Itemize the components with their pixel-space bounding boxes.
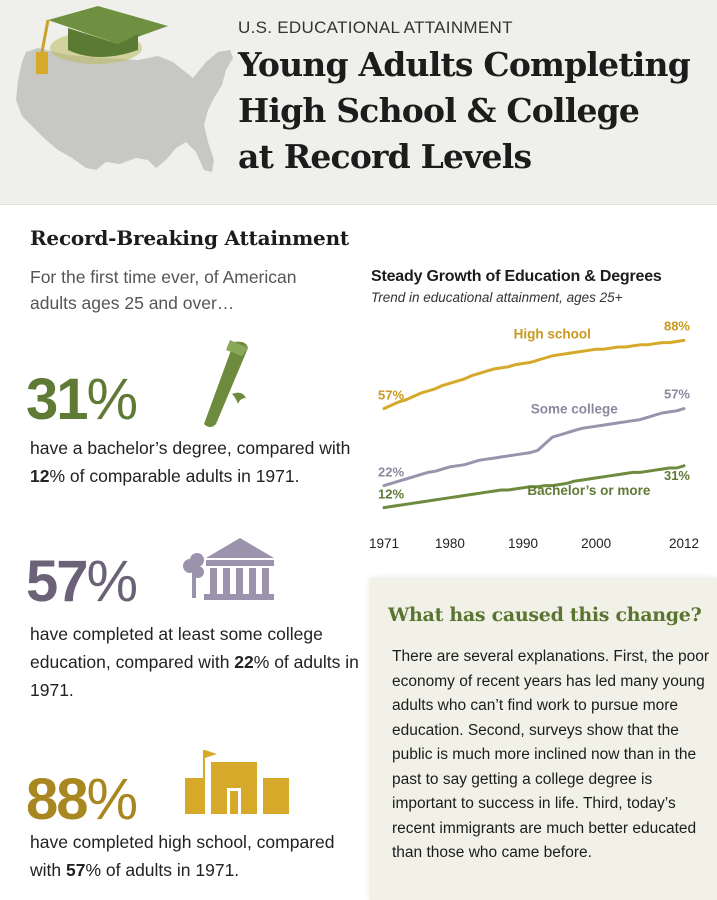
end-value-label: 57% xyxy=(663,386,690,402)
some-college-stat-description: have completed at least some college education, compared with 22% of adults in 1971. xyxy=(30,624,359,700)
start-value-label: 57% xyxy=(378,387,405,403)
chart-title: Steady Growth of Education & Degrees xyxy=(371,268,662,285)
header-banner xyxy=(0,0,717,205)
series-name-label: High school xyxy=(513,326,591,342)
callout-title: What has caused this change? xyxy=(388,604,702,626)
high-school-stat-description: have completed high school, compared with 57% of adults in 1971. xyxy=(30,832,335,880)
section-title: Record-Breaking Attainment xyxy=(30,226,349,250)
end-value-label: 31% xyxy=(663,467,690,483)
kicker: U.S. EDUCATIONAL ATTAINMENT xyxy=(238,18,513,37)
high-school-stat-value: 88% xyxy=(26,767,137,832)
x-tick-label: 2012 xyxy=(668,536,700,551)
x-tick-label: 1971 xyxy=(368,536,400,551)
bachelor-stat-description: have a bachelor’s degree, compared with 12% of comparable adults in 1971. xyxy=(30,438,351,486)
college-building-icon xyxy=(182,536,276,600)
headline-line: High School & College xyxy=(238,91,640,130)
x-tick-label: 2000 xyxy=(581,536,612,551)
end-value-label: 88% xyxy=(663,318,690,334)
series-line xyxy=(384,340,684,408)
headline-line: Young Adults Completing xyxy=(238,45,691,84)
high-school-building-icon xyxy=(183,748,291,814)
attainment-line-chart xyxy=(362,315,707,560)
bachelor-stat-value: 31% xyxy=(26,367,137,432)
x-tick-label: 1980 xyxy=(434,536,465,551)
us-map-icon xyxy=(16,48,233,172)
diploma-icon xyxy=(196,336,256,432)
intro-text: For the first time ever, of American adults ages 25 and over… xyxy=(30,267,297,313)
us-map-graduation-cap-icon xyxy=(8,0,238,205)
callout-body: There are several explanations. First, the poor economy of recent years has led many young adults who can’t find work to pursue more education. Second, surveys show that the public is much more inclined now than in the past to say getting a college degree is important to success in life. Third, today’s recent immigrants are much better educated than those who came before. xyxy=(392,648,710,861)
headline-line: at Record Levels xyxy=(238,137,532,176)
start-value-label: 12% xyxy=(378,486,405,502)
some-college-stat-value: 57% xyxy=(26,549,137,614)
series-name-label: Bachelor’s or more xyxy=(527,483,651,498)
start-value-label: 22% xyxy=(378,464,405,480)
x-tick-label: 1990 xyxy=(508,536,539,551)
headline xyxy=(238,42,708,180)
series-name-label: Some college xyxy=(530,401,618,417)
chart-subtitle: Trend in educational attainment, ages 25+ xyxy=(371,290,623,305)
explanation-callout xyxy=(370,578,717,900)
series-line xyxy=(384,409,684,486)
